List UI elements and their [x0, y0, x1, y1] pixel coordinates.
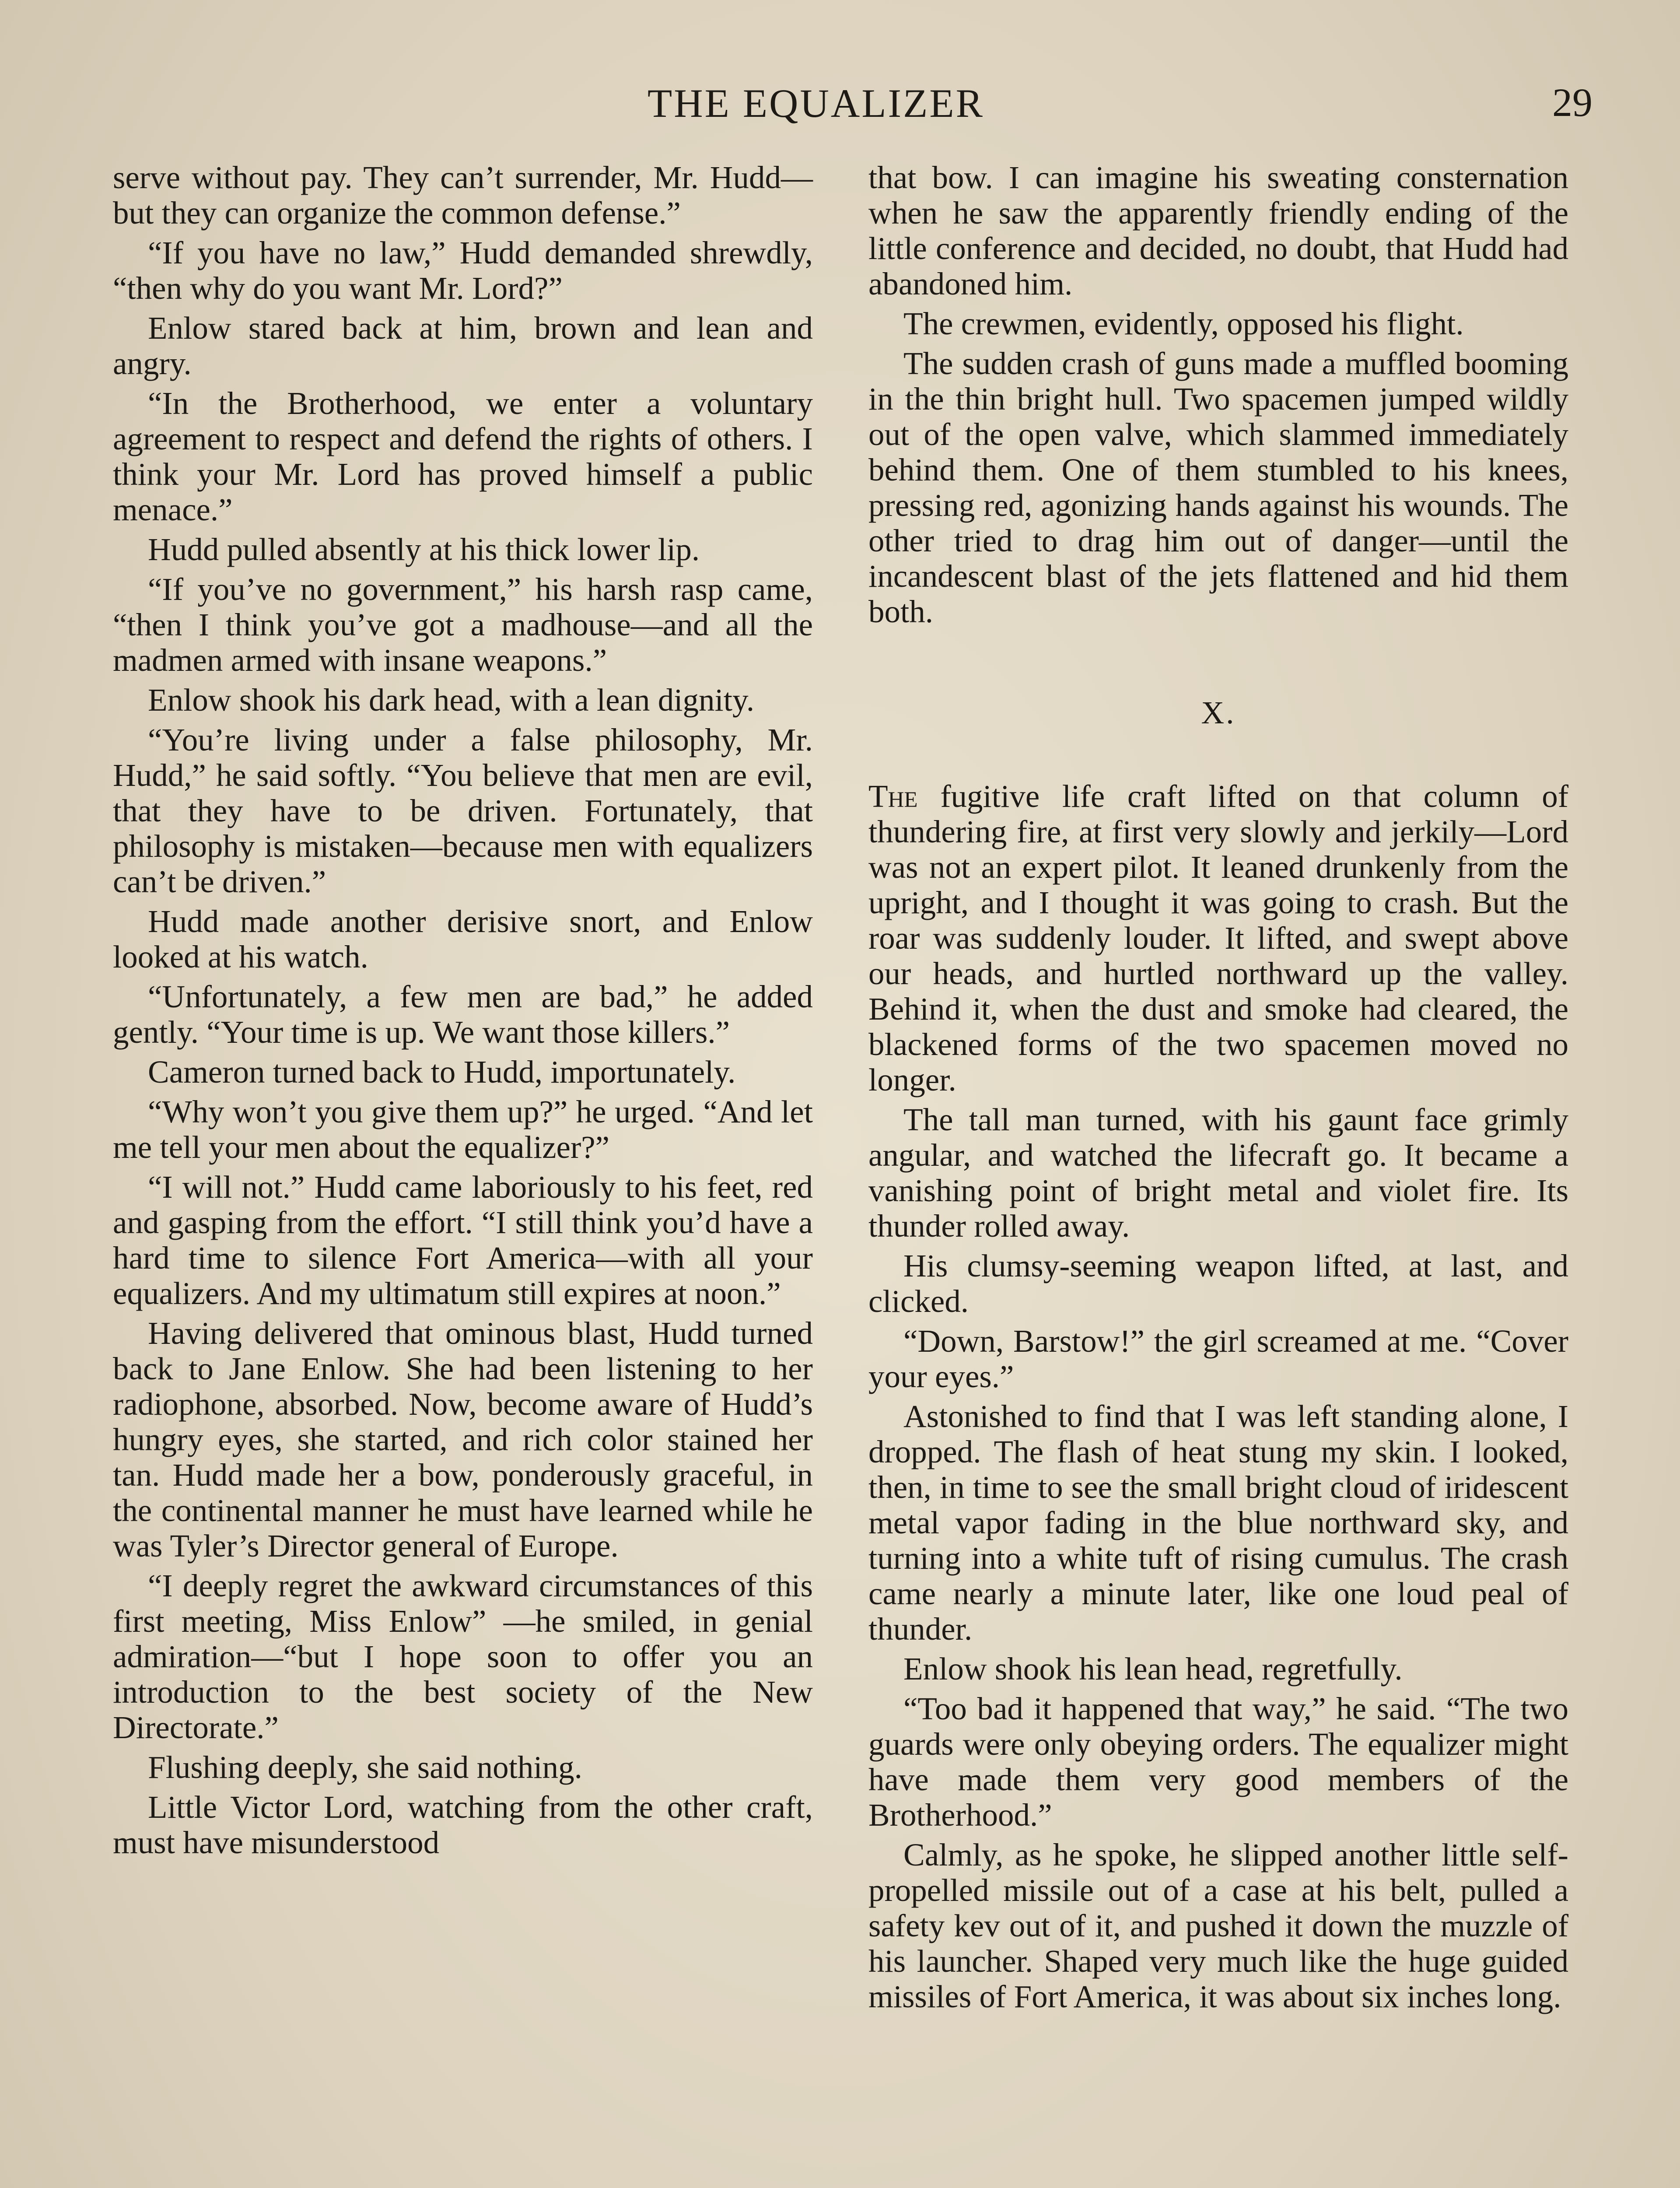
paragraph: “Down, Barstow!” the girl screamed at me. “Cover your eyes.” [868, 1323, 1568, 1394]
paragraph: Enlow shook his dark head, with a lean dignity. [148, 682, 755, 718]
paragraph: Hudd pulled absently at his thick lower lip. [148, 532, 700, 567]
paragraph: Calmly, as he spoke, he slipped another little self-propelled missile out of a case at his belt, pulled a safety kev out of it, and pushed it down the muzzle of his launcher. Shaped very much like the huge guided missiles of Fort America, it was about six inches long. [868, 1837, 1568, 2014]
section-opening-paragraph [868, 778, 1568, 1098]
paragraph: that bow. I can imagine his sweating consternation when he saw the apparently friendly ending of the little conference and decided, no doubt, that Hudd had abandoned him. [868, 160, 1568, 302]
paragraph: The sudden crash of guns made a muffled booming in the thin bright hull. Two spacemen jumped wildly out of the open valve, which slammed immediately behind them. One of them stumbled to his knees, pressing red, agonizing hands against his wounds. The other tried to drag him out of danger—until the incandescent blast of the jets flattened and hid them both. [868, 346, 1568, 629]
paragraph: “In the Brotherhood, we enter a voluntary agreement to respect and defend the rights of others. I think your Mr. Lord has proved himself a public menace.” [113, 386, 813, 527]
paragraph: His clumsy-seeming weapon lifted, at last, and clicked. [868, 1248, 1568, 1319]
paragraph: Having delivered that ominous blast, Hudd turned back to Jane Enlow. She had been listening to her radiophone, absorbed. Now, become aware of Hudd’s hungry eyes, she started, and rich color stained her tan. Hudd made her a bow, ponderously graceful, in the continental manner he must have learned while he was Tyler’s Director general of Europe. [113, 1315, 813, 1564]
left-column [113, 160, 813, 1865]
paragraph: “If you’ve no government,” his harsh rasp came, “then I think you’ve got a madhouse—and all the madmen armed with insane weapons.” [113, 572, 813, 678]
paragraph: Flushing deeply, she said nothing. [148, 1750, 582, 1785]
paragraph: “Too bad it happened that way,” he said. “The two guards were only obeying orders. The equalizer might have made them very good members of the Brotherhood.” [868, 1691, 1568, 1833]
page-number: 29 [1552, 80, 1592, 125]
paragraph: Enlow shook his lean head, regretfully. [903, 1651, 1403, 1687]
lead-word: The [868, 778, 918, 814]
paragraph: serve without pay. They can’t surrender, Mr. Hudd—but they can organize the common defense.” [113, 160, 813, 231]
paragraph: “Why won’t you give them up?” he urged. “And let me tell your men about the equalizer?” [113, 1094, 813, 1165]
paragraph: The crewmen, evidently, opposed his flight. [903, 306, 1464, 341]
right-column [868, 160, 1568, 2019]
paragraph: Enlow stared back at him, brown and lean and angry. [113, 310, 813, 381]
paragraph: “If you have no law,” Hudd demanded shrewdly, “then why do you want Mr. Lord?” [113, 235, 813, 306]
paragraph: Cameron turned back to Hudd, importunately. [148, 1054, 736, 1090]
section-heading: X. [1201, 695, 1236, 730]
paragraph: The tall man turned, with his gaunt face grimly angular, and watched the lifecraft go. It became a vanishing point of bright metal and violet fire. Its thunder rolled away. [868, 1102, 1568, 1244]
paragraph-text: fugitive life craft lifted on that column of thundering fire, at first very slowly and jerkily—Lord was not an expert pilot. It leaned drunkenly from the upright, and I thought it was going to crash. But the roar was suddenly louder. It lifted, and swept above our heads, and hurtled northward up the valley. Behind it, when the dust and smoke had cleared, the blackened forms of the two spacemen moved no longer. [868, 778, 1568, 1098]
paragraph: “I will not.” Hudd came laboriously to his feet, red and gasping from the effort. “I still think you’d have a hard time to silence Fort America—with all your equalizers. And my ultimatum still expires at noon.” [113, 1169, 813, 1311]
running-title: THE EQUALIZER [648, 81, 984, 126]
paragraph: Hudd made another derisive snort, and Enlow looked at his watch. [113, 904, 813, 975]
paragraph: “I deeply regret the awkward circumstances of this first meeting, Miss Enlow” —he smiled, in genial admiration—“but I hope soon to offer you an introduction to the best society of the New Directorate.” [113, 1568, 813, 1745]
paragraph: Astonished to find that I was left standing alone, I dropped. The flash of heat stung my skin. I looked, then, in time to see the small bright cloud of iridescent metal vapor fading in the blue northward sky, and turning into a white tuft of rising cumulus. The crash came nearly a minute later, like one loud peal of thunder. [868, 1399, 1568, 1647]
paragraph: “Unfortunately, a few men are bad,” he added gently. “Your time is up. We want those killers.” [113, 979, 813, 1050]
paragraph: Little Victor Lord, watching from the other craft, must have misunderstood [113, 1789, 813, 1860]
paragraph: “You’re living under a false philosophy, Mr. Hudd,” he said softly. “You believe that men are evil, that they have to be driven. Fortunately, that philosophy is mistaken—because men with equalizers can’t be driven.” [113, 722, 813, 899]
